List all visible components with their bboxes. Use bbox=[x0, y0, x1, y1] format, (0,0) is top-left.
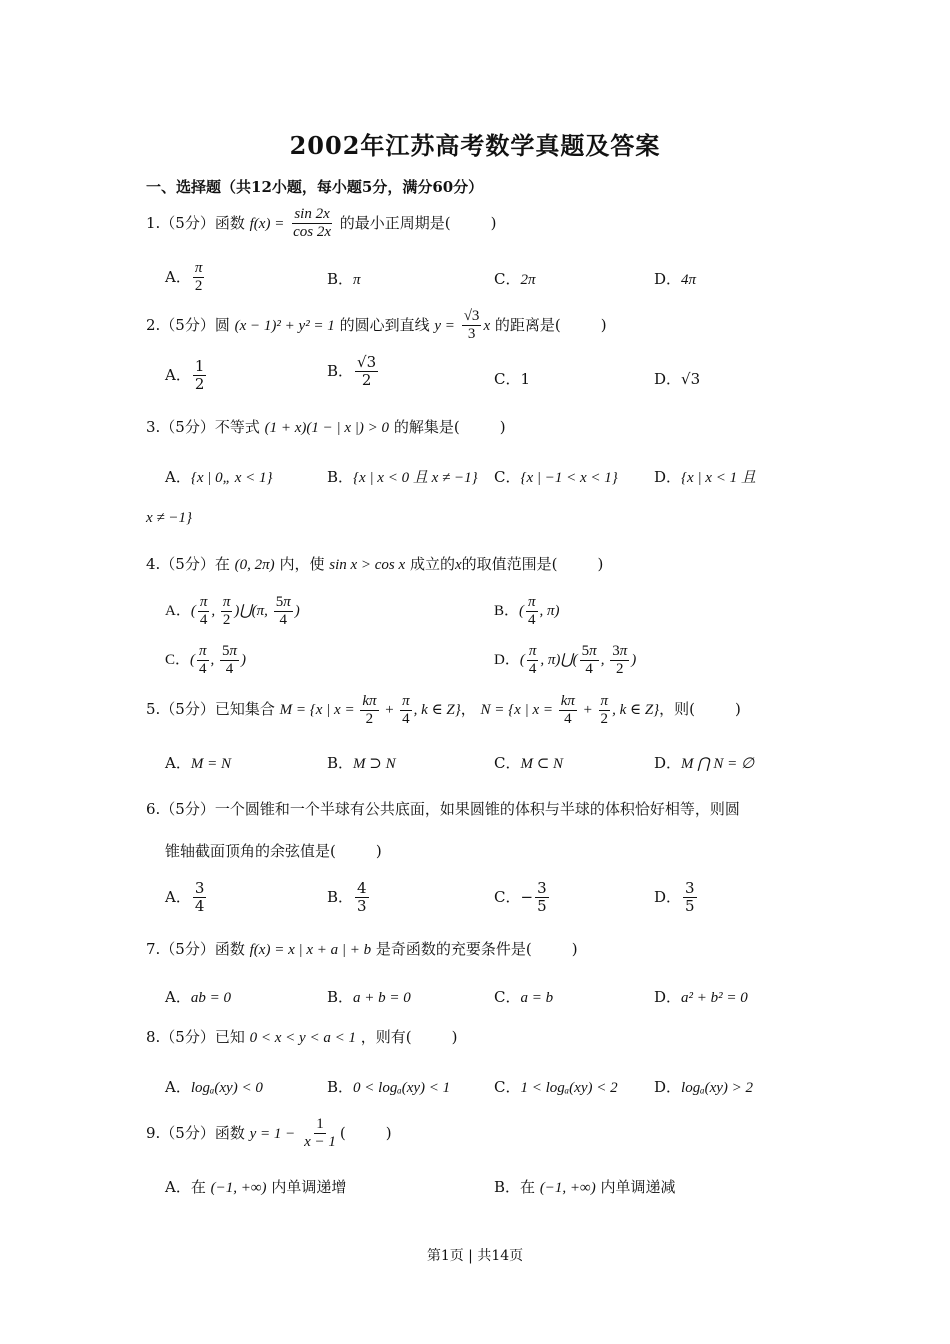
q2-option-d[interactable]: D．√3 bbox=[654, 370, 701, 388]
q7-option-a[interactable]: A．ab = 0 bbox=[165, 988, 231, 1006]
q7-option-b[interactable]: B．a + b = 0 bbox=[327, 988, 411, 1006]
q1-option-c[interactable]: C．2π bbox=[494, 270, 536, 288]
q3-option-c[interactable]: C．{x | −1 < x < 1} bbox=[494, 468, 618, 486]
q1-fraction: $\frac{\sin 2x}{\cos 2x}$ bbox=[293, 206, 332, 241]
page-title: 2002年江苏高考数学真题及答案 bbox=[289, 131, 661, 160]
q1-option-a[interactable]: A． $\frac{\pi}{2}$ bbox=[165, 260, 203, 295]
q8-option-a[interactable]: A．logₐ(xy) < 0 bbox=[165, 1078, 263, 1096]
q8-option-c[interactable]: C．1 < logₐ(xy) < 2 bbox=[494, 1078, 618, 1096]
q3-option-d[interactable]: D．{x | x < 1 且 bbox=[654, 468, 756, 486]
question-8: 8.（5分）已知 0 < x < y < a < 1 ，则有( ) bbox=[146, 1028, 458, 1046]
q2-option-b[interactable]: B． $\frac{√3}{2}$ bbox=[327, 353, 377, 390]
question-9: 9.（5分）函数 y = 1 − $\frac{1}{x - 1}$ ( ) bbox=[146, 1116, 392, 1151]
question-6-line-2: 锥轴截面顶角的余弦值是( ) bbox=[165, 842, 382, 860]
q8-option-b[interactable]: B．0 < logₐ(xy) < 1 bbox=[327, 1078, 451, 1096]
q2-option-a[interactable]: A． $\frac{1}{2}$ bbox=[165, 357, 205, 394]
q7-option-d[interactable]: D．a² + b² = 0 bbox=[654, 988, 748, 1006]
section-heading: 一、选择题（共12小题，每小题5分，满分60分） bbox=[146, 178, 484, 196]
q5-option-b[interactable]: B．M ⊃ N bbox=[327, 754, 396, 772]
question-3: 3.（5分）不等式 (1 + x)(1 − | x |) > 0 的解集是( ) bbox=[146, 418, 506, 436]
q6-option-a[interactable]: A． $\frac{3}{4}$ bbox=[165, 879, 205, 916]
question-7: 7.（5分）函数 f(x) = x | x + a | + b 是奇函数的充要条件是( ) bbox=[146, 940, 578, 958]
q3-option-b[interactable]: B．{x | x < 0 且 x ≠ −1} bbox=[327, 468, 478, 486]
q6-option-c[interactable]: C．− $\frac{3}{5}$ bbox=[494, 879, 547, 916]
question-5: 5.（5分）已知集合 M = {x | x = $\frac{k\pi}{2}$ + $\frac{\pi}{4}$ , k ∈ Z}， N = {x | x = $\frac{k\pi}{4}$ + $\frac{\pi}{2}$ , k ∈ Z}，则( ) bbox=[146, 693, 741, 728]
q5-option-d[interactable]: D．M ⋂ N = ∅ bbox=[654, 754, 755, 772]
q2-option-c[interactable]: C．1 bbox=[494, 370, 531, 388]
q6-option-d[interactable]: D． $\frac{3}{5}$ bbox=[654, 879, 695, 916]
q1-lhs: f(x) = bbox=[249, 215, 285, 232]
question-1: 1.（5分）函数 f(x) = $\frac{\sin 2x}{\cos 2x}$ 的最小正周期是( ) bbox=[146, 206, 497, 241]
question-6-line-1: 6.（5分）一个圆锥和一个半球有公共底面，如果圆锥的体积与半球的体积恰好相等，则圆 bbox=[146, 800, 740, 818]
q6-option-b[interactable]: B． $\frac{4}{3}$ bbox=[327, 879, 367, 916]
q5-option-a[interactable]: A．M = N bbox=[165, 754, 231, 772]
q5-option-c[interactable]: C．M ⊂ N bbox=[494, 754, 564, 772]
q4-option-a[interactable]: A．( $\frac{\pi}{4}$ , $\frac{\pi}{2}$ )⋃(π, $\frac{5\pi}{4}$ ) bbox=[165, 594, 300, 629]
q4-option-d[interactable]: D．( $\frac{\pi}{4}$ , π)⋃( $\frac{5\pi}{4}$ , $\frac{3\pi}{2}$ ) bbox=[494, 643, 637, 678]
q4-option-b[interactable]: B．( $\frac{\pi}{4}$ , π) bbox=[494, 594, 560, 629]
q7-option-c[interactable]: C．a = b bbox=[494, 988, 554, 1006]
q4-option-c[interactable]: C．( $\frac{\pi}{4}$ , $\frac{5\pi}{4}$ ) bbox=[165, 643, 247, 678]
q1-stem: 1.（5分）函数 bbox=[146, 213, 245, 232]
question-2: 2.（5分）圆 (x − 1)² + y² = 1 的圆心到直线 y = $\frac{√3}{3}$ x 的距离是( ) bbox=[146, 308, 607, 343]
q3-option-d-continued: x ≠ −1} bbox=[146, 510, 193, 526]
q9-option-a[interactable]: A．在 (−1, +∞) 内单调递增 bbox=[165, 1178, 347, 1196]
q3-option-a[interactable]: A．{x | 0„ x < 1} bbox=[165, 468, 273, 486]
q8-option-d[interactable]: D．logₐ(xy) > 2 bbox=[654, 1078, 754, 1096]
question-4: 4.（5分）在 (0, 2π) 内，使 sin x > cos x 成立的x的取值范围是( ) bbox=[146, 555, 604, 573]
page-footer: 第1页 | 共14页 bbox=[426, 1248, 524, 1264]
q1-option-d[interactable]: D．4π bbox=[654, 270, 697, 288]
q9-option-b[interactable]: B．在 (−1, +∞) 内单调递减 bbox=[494, 1178, 676, 1196]
q1-option-b[interactable]: B．π bbox=[327, 270, 361, 288]
